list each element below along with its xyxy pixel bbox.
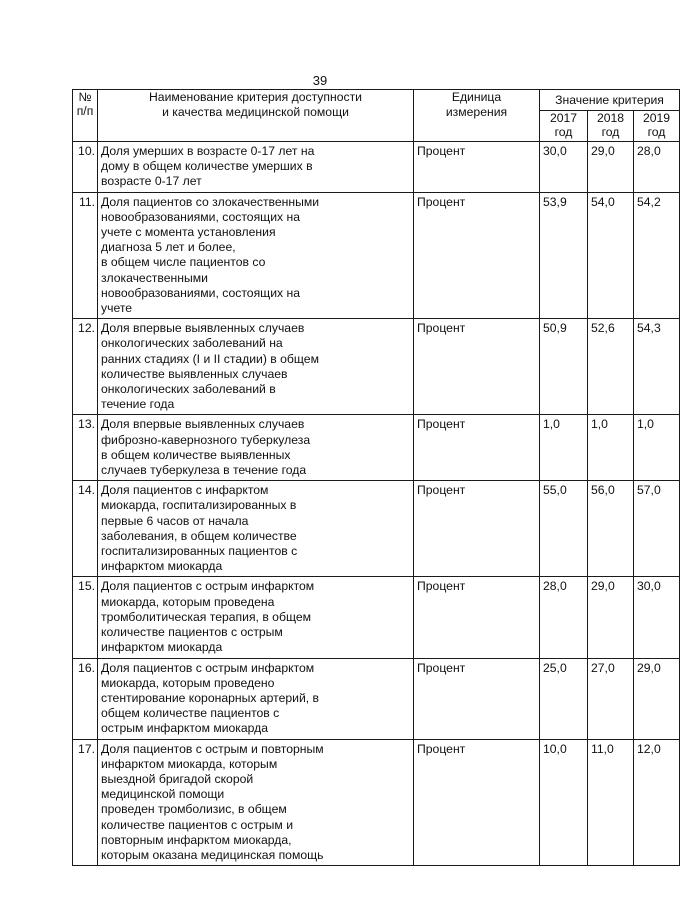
criterion-value: 1,0 — [540, 415, 588, 481]
header-unit — [414, 90, 540, 142]
criterion-name-line: учете — [101, 301, 133, 316]
header-criterion-value: Значение критерия — [540, 90, 680, 111]
table-row — [73, 739, 680, 866]
criterion-name-line: острым инфарктом миокарда — [101, 721, 269, 736]
criterion-name — [98, 142, 414, 193]
criteria-table-body — [73, 142, 680, 866]
criterion-value: 27,0 — [588, 658, 634, 739]
header-year-2017 — [540, 111, 588, 142]
criterion-name-line: повторным инфарктом миокарда, — [101, 832, 292, 847]
criterion-name-line: диагноза 5 лет и более, — [101, 240, 236, 255]
criterion-value: 29,0 — [588, 142, 634, 193]
row-number: 10. — [73, 142, 98, 193]
criterion-value: 54,3 — [634, 319, 680, 415]
criterion-name-line: Доля пациентов с инфарктом — [101, 483, 269, 498]
criterion-name-line: количестве пациентов с острым и — [101, 817, 294, 832]
criterion-name-line: Доля впервые выявленных случаев — [101, 417, 305, 432]
criterion-value: 10,0 — [540, 739, 588, 866]
criterion-name — [98, 658, 414, 739]
criterion-name-line: миокарда, госпитализированных в — [101, 498, 297, 513]
unit-of-measure: Процент — [414, 739, 540, 866]
unit-of-measure: Процент — [414, 658, 540, 739]
criterion-name-line: тромболитическая терапия, в общем — [101, 609, 311, 624]
criterion-name-line: медицинской помощи — [101, 787, 225, 802]
table-row — [73, 192, 680, 319]
unit-of-measure: Процент — [414, 142, 540, 193]
criterion-name-line: новообразованиями, состоящих на — [101, 285, 300, 300]
criterion-value: 56,0 — [588, 481, 634, 577]
unit-of-measure: Процент — [414, 577, 540, 658]
criterion-name-line: Доля пациентов с острым инфарктом — [101, 660, 315, 675]
criterion-value: 29,0 — [588, 577, 634, 658]
unit-of-measure: Процент — [414, 192, 540, 319]
header-unit-line: Единица — [451, 90, 502, 104]
criterion-value: 53,9 — [540, 192, 588, 319]
criterion-name-line: злокачественными — [101, 270, 208, 285]
header-year-2018 — [588, 111, 634, 142]
criterion-name-line: ранних стадиях (I и II стадии) в общем — [101, 351, 319, 366]
criterion-name-line: миокарда, которым проведена — [101, 594, 275, 609]
criterion-value: 25,0 — [540, 658, 588, 739]
criterion-value: 1,0 — [588, 415, 634, 481]
header-year-label: 2019 — [642, 111, 671, 125]
criterion-value: 29,0 — [634, 658, 680, 739]
criteria-table — [72, 89, 680, 866]
criterion-name-line: миокарда, которым проведено — [101, 675, 275, 690]
row-number: 15. — [73, 577, 98, 658]
criterion-name-line: Доля пациентов с острым инфарктом — [101, 579, 315, 594]
criterion-name-line: онкологических заболеваний в — [101, 382, 276, 397]
header-unit-line: измерения — [445, 105, 508, 119]
criterion-name-line: заболевания, в общем количестве — [101, 528, 297, 543]
criterion-name-line: в общем количестве выявленных — [101, 447, 291, 462]
unit-of-measure: Процент — [414, 481, 540, 577]
header-year-label: 2017 — [549, 111, 578, 125]
table-row — [73, 415, 680, 481]
page-number: 39 — [312, 73, 328, 88]
row-number: 11. — [73, 192, 98, 319]
criterion-name-line: первые 6 часов от начала — [101, 513, 249, 528]
criterion-name-line: онкологических заболеваний на — [101, 336, 283, 351]
criterion-value: 52,6 — [588, 319, 634, 415]
criterion-name-line: новообразованиями, состоящих на — [101, 209, 300, 224]
table-row — [73, 319, 680, 415]
header-criterion-name — [98, 90, 414, 142]
criterion-name-line: инфарктом миокарда, которым — [101, 756, 278, 771]
header-year-suffix: год — [601, 125, 620, 139]
row-number: 12. — [73, 319, 98, 415]
criterion-name-line: Доля пациентов с острым и повторным — [101, 741, 324, 756]
criterion-name-line: инфарктом миокарда — [101, 640, 223, 655]
criterion-name-line: Доля умерших в возрасте 0-17 лет на — [101, 144, 315, 158]
table-row — [73, 481, 680, 577]
criterion-value: 50,9 — [540, 319, 588, 415]
criterion-name — [98, 319, 414, 415]
criterion-name — [98, 739, 414, 866]
table-row — [73, 658, 680, 739]
criterion-name-line: инфарктом миокарда — [101, 559, 223, 574]
criterion-value: 30,0 — [540, 142, 588, 193]
criterion-value: 11,0 — [588, 739, 634, 866]
criterion-name — [98, 577, 414, 658]
row-number: 16. — [73, 658, 98, 739]
criterion-name-line: стентирование коронарных артерий, в — [101, 690, 320, 705]
criterion-name-line: течение года — [101, 397, 175, 412]
criterion-name-line: общем количестве пациентов с — [101, 706, 280, 721]
header-year-suffix: год — [554, 125, 573, 139]
criterion-name-line: количестве пациентов с острым — [101, 625, 283, 640]
header-number-line: п/п — [76, 104, 94, 118]
row-number: 14. — [73, 481, 98, 577]
criterion-value: 54,2 — [634, 192, 680, 319]
criterion-value: 54,0 — [588, 192, 634, 319]
unit-of-measure: Процент — [414, 415, 540, 481]
criterion-name-line: Доля пациентов со злокачественными — [101, 194, 320, 209]
criterion-value: 28,0 — [634, 142, 680, 193]
criterion-name-line: случаев туберкулеза в течение года — [101, 463, 307, 478]
header-number-line: № — [78, 90, 92, 104]
criterion-name-line: которым оказана медицинская помощь — [101, 847, 324, 862]
criterion-value: 55,0 — [540, 481, 588, 577]
criterion-name-line: учете с момента установления — [101, 225, 276, 240]
criterion-value: 57,0 — [634, 481, 680, 577]
header-number — [73, 90, 98, 142]
header-year-label: 2018 — [596, 111, 625, 125]
criterion-name-line: Доля впервые выявленных случаев — [101, 321, 305, 336]
criterion-name-line: госпитализированных пациентов с — [101, 544, 298, 559]
criterion-name-line: возрасте 0-17 лет — [101, 174, 202, 189]
criterion-value: 28,0 — [540, 577, 588, 658]
table-row — [73, 577, 680, 658]
row-number: 13. — [73, 415, 98, 481]
table-row — [73, 142, 680, 193]
header-year-suffix: год — [647, 125, 666, 139]
criterion-name — [98, 415, 414, 481]
unit-of-measure: Процент — [414, 319, 540, 415]
criterion-name-line: проведен тромболизис, в общем — [101, 802, 287, 817]
criterion-value: 30,0 — [634, 577, 680, 658]
header-name-line: и качества медицинской помощи — [162, 105, 349, 119]
criterion-value: 12,0 — [634, 739, 680, 866]
criterion-name-line: фиброзно-кавернозного туберкулеза — [101, 432, 311, 447]
criterion-name-line: дому в общем количестве умерших в — [101, 159, 313, 174]
row-number: 17. — [73, 739, 98, 866]
criterion-name — [98, 192, 414, 319]
criterion-value: 1,0 — [634, 415, 680, 481]
criterion-name — [98, 481, 414, 577]
criterion-name-line: выездной бригадой скорой — [101, 771, 254, 786]
header-name-line: Наименование критерия доступности — [149, 90, 362, 104]
criterion-name-line: в общем числе пациентов со — [101, 255, 266, 270]
header-year-2019 — [634, 111, 680, 142]
criterion-name-line: количестве выявленных случаев — [101, 366, 288, 381]
